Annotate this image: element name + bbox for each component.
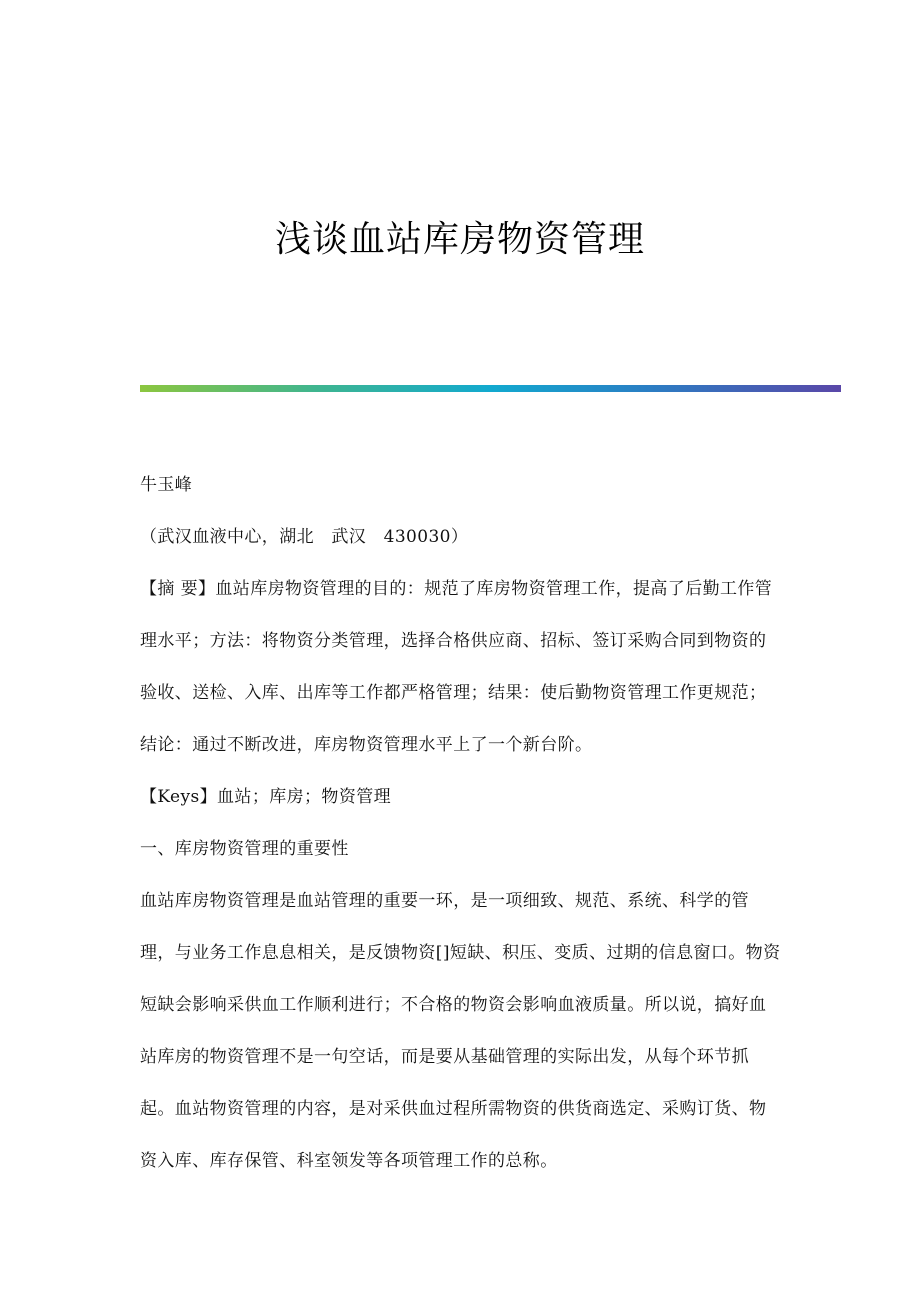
affiliation: （武汉血液中心，湖北 武汉 430030）	[140, 527, 469, 547]
document-title: 浅谈血站库房物资管理	[274, 219, 645, 260]
section-paragraph: 血站库房物资管理是血站管理的重要一环，是一项细致、规范、系统、科学的管理，与业务工作息息相关，是反馈物资[]短缺、积压、变质、过期的信息窗口。物资短缺会影响采供血工作顺利进行；不合格的物资会影响血液质量。所以说，搞好血站库房的物资管理不是一句空话，而是要从基础管理的实际出发，从每个环节抓起。血站物资管理的内容，是对采供血过程所需物资的供货商选定、采购订货、物资入库、库存保管、科室领发等各项管理工作的总称。	[140, 891, 781, 1171]
section-heading: 一、库房物资管理的重要性	[140, 839, 349, 859]
title-divider	[140, 385, 841, 392]
author: 牛玉峰	[140, 475, 193, 495]
keywords: 【Keys】血站；库房；物资管理	[140, 787, 392, 807]
abstract: 【摘 要】血站库房物资管理的目的：规范了库房物资管理工作，提高了后勤工作管理水平；方法：将物资分类管理，选择合格供应商、招标、签订采购合同到物资的验收、送检、入库、出库等工作都严格管理；结果：使后勤物资管理工作更规范；结论：通过不断改进，库房物资管理水平上了一个新台阶。	[140, 579, 773, 755]
document-body	[140, 459, 782, 1187]
